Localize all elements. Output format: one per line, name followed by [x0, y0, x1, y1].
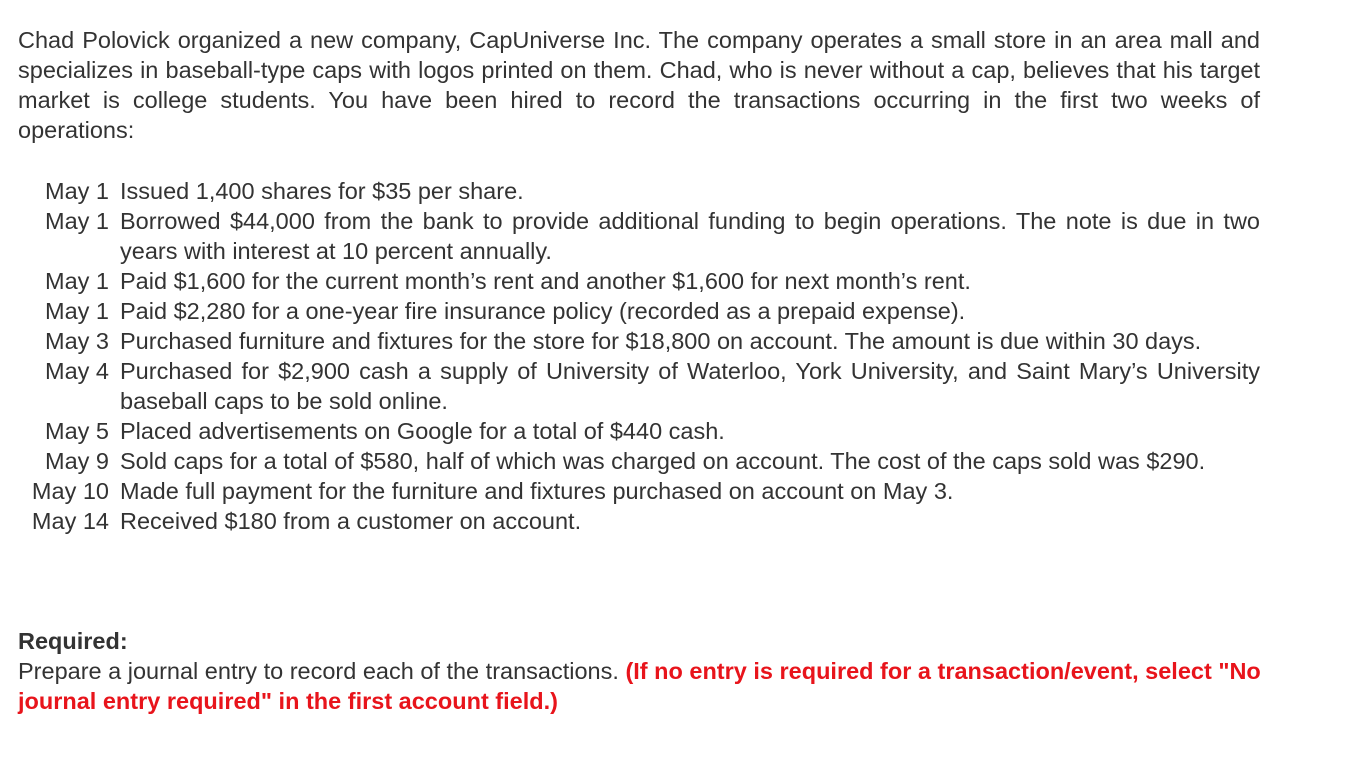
transaction-item [18, 176, 1260, 206]
transaction-date: May 1 [45, 178, 109, 204]
transaction-description: Paid $1,600 for the current month’s rent and another $1,600 for next month’s rent. [120, 268, 971, 294]
transaction-description: Sold caps for a total of $580, half of which was charged on account. The cost of the caps sold was $290. [120, 448, 1206, 474]
transaction-item [18, 476, 1260, 506]
required-section [18, 626, 1278, 716]
problem-intro: Chad Polovick organized a new company, CapUniverse Inc. The company operates a small store in an area mall and specializes in baseball-type caps with logos printed on them. Chad, who is never without a cap, believes that his target market is college students. You have been hired to record the transactions occurring in the first two weeks of operations: [18, 27, 1260, 143]
transaction-date: May 10 [31, 478, 109, 504]
transaction-date: May 1 [45, 208, 109, 234]
required-instruction-line [18, 656, 1278, 716]
transaction-date: May 9 [45, 448, 109, 474]
transaction-description: Purchased furniture and fixtures for the store for $18,800 on account. The amount is due within 30 days. [120, 328, 1202, 354]
transaction-description: Issued 1,400 shares for $35 per share. [120, 178, 524, 204]
transaction-date: May 1 [45, 268, 109, 294]
transaction-item [18, 296, 1260, 326]
transaction-list [18, 176, 1260, 536]
instruction-note: (If no entry is required for a transaction/event, select "No journal entry required" in the first account field.) [18, 658, 1261, 714]
transaction-description: Received $180 from a customer on account. [120, 508, 582, 534]
transaction-date: May 4 [45, 358, 109, 384]
transaction-item [18, 506, 1260, 536]
transaction-date: May 1 [45, 298, 109, 324]
transaction-description: Purchased for $2,900 cash a supply of University of Waterloo, York University, and Saint Mary’s University baseball caps to be sold online. [120, 358, 1260, 414]
transaction-description: Made full payment for the furniture and fixtures purchased on account on May 3. [120, 478, 954, 504]
transaction-date: May 3 [45, 328, 109, 354]
transaction-item [18, 356, 1260, 416]
transaction-date: May 14 [31, 508, 109, 534]
transaction-description: Borrowed $44,000 from the bank to provide additional funding to begin operations. The note is due in two years with interest at 10 percent annually. [120, 208, 1260, 264]
transaction-item [18, 326, 1260, 356]
transaction-item [18, 446, 1260, 476]
transaction-description: Paid $2,280 for a one-year fire insurance policy (recorded as a prepaid expense). [120, 298, 966, 324]
required-heading: Required: [18, 628, 128, 654]
transaction-description: Placed advertisements on Google for a total of $440 cash. [120, 418, 725, 444]
transaction-item [18, 266, 1260, 296]
transaction-date: May 5 [45, 418, 109, 444]
transaction-item [18, 416, 1260, 446]
transaction-item [18, 206, 1260, 266]
required-instruction: Prepare a journal entry to record each of the transactions. [18, 658, 619, 684]
